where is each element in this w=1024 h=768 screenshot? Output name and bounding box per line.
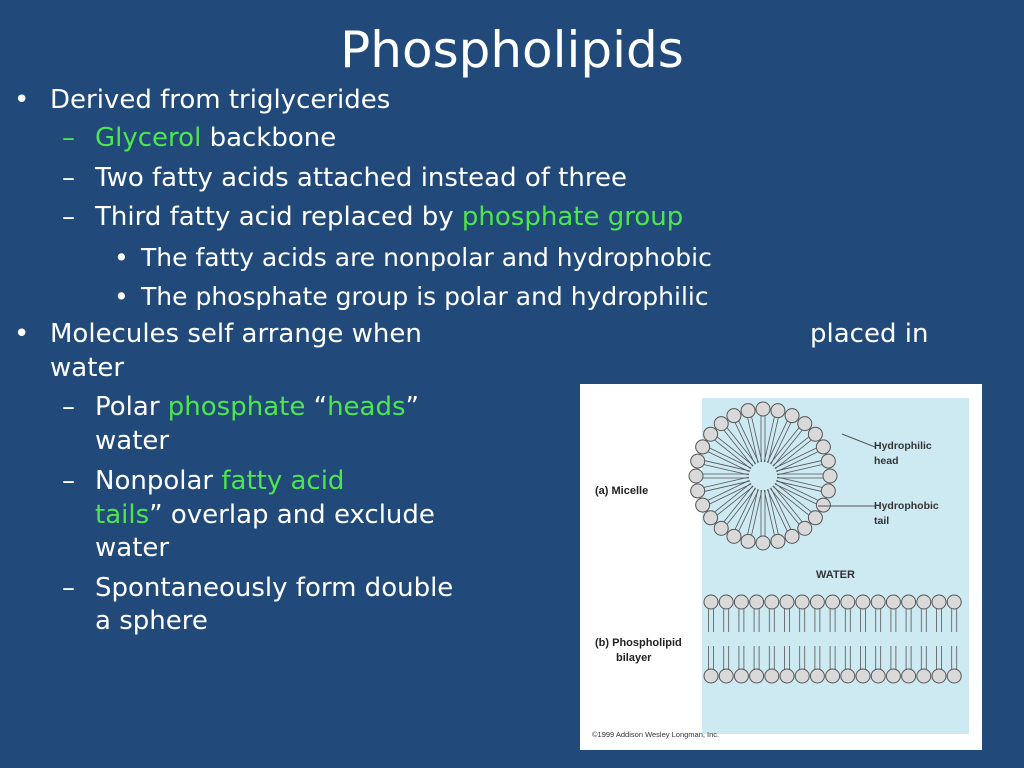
bilayer-head (886, 595, 900, 609)
sub-bullet-glycerol (95, 122, 336, 155)
bilayer-head (750, 669, 764, 683)
micelle-head (727, 529, 741, 543)
label-hydrophilic-head: head (874, 455, 899, 467)
highlight-fatty-acid: fatty acid (221, 466, 345, 496)
highlight-glycerol: Glycerol (95, 123, 202, 153)
sub-bullet-nonpolar-tails-line2 (95, 499, 435, 532)
bullet-marker: • (14, 319, 30, 349)
bullet-marker: • (114, 282, 129, 311)
text-open-quote: “ (305, 392, 328, 422)
bilayer-head (826, 669, 840, 683)
bilayer-head (734, 595, 748, 609)
micelle-head (808, 511, 822, 525)
phospholipid-diagram (580, 384, 982, 750)
micelle-head (785, 409, 799, 423)
micelle-head (771, 404, 785, 418)
micelle-head (798, 521, 812, 535)
text-overlap-exclude: ” overlap and exclude (149, 500, 435, 530)
dash-marker: – (62, 202, 75, 232)
bilayer-head (871, 669, 885, 683)
bilayer-head (841, 595, 855, 609)
sub-bullet-polar-heads (95, 391, 419, 424)
bilayer-head (704, 669, 718, 683)
dash-marker: – (62, 392, 75, 422)
bilayer-head (719, 669, 733, 683)
bilayer-head (719, 595, 733, 609)
bilayer-head (780, 669, 794, 683)
label-hydrophilic: Hydrophilic (874, 440, 932, 452)
micelle-head (689, 469, 703, 483)
micelle-head (741, 404, 755, 418)
sub-sub-bullet-polar: The phosphate group is polar and hydrophilic (141, 282, 709, 311)
micelle-head (816, 498, 830, 512)
micelle-head (727, 409, 741, 423)
micelle-head (696, 498, 710, 512)
bilayer-head (917, 669, 931, 683)
micelle-head (756, 402, 770, 416)
micelle-head (741, 534, 755, 548)
bullet-marker: • (14, 85, 30, 115)
micelle-head (823, 469, 837, 483)
bilayer-head (902, 595, 916, 609)
sub-bullet-third-fatty-acid (95, 201, 683, 234)
bilayer-head (810, 595, 824, 609)
text-third-fatty-acid: Third fatty acid replaced by (95, 202, 462, 232)
text-polar: Polar (95, 392, 168, 422)
bilayer-head (810, 669, 824, 683)
label-hydrophobic-tail: tail (874, 515, 890, 527)
bilayer-head (932, 669, 946, 683)
bullet-self-arrange-part2: placed in (810, 319, 929, 349)
micelle-head (785, 529, 799, 543)
bilayer-head (795, 595, 809, 609)
sub-bullet-spontaneously-line2: a sphere (95, 606, 208, 636)
bullet-self-arrange-part1: Molecules self arrange when (50, 319, 422, 349)
highlight-phosphate-group: phosphate group (461, 202, 684, 232)
micelle-head (756, 536, 770, 550)
bilayer-head (902, 669, 916, 683)
bilayer-head (765, 669, 779, 683)
bilayer-head (856, 669, 870, 683)
sub-bullet-spontaneously: Spontaneously form double (95, 573, 454, 603)
micelle-head (704, 511, 718, 525)
bilayer-head (947, 669, 961, 683)
label-water: WATER (816, 569, 855, 581)
copyright-text: ©1999 Addison Wesley Longman, Inc. (592, 730, 720, 739)
micelle-head (771, 534, 785, 548)
dash-marker: – (62, 163, 75, 193)
sub-bullet-two-fatty-acids: Two fatty acids attached instead of three (95, 163, 627, 193)
micelle-head (691, 484, 705, 498)
bilayer-head (704, 595, 718, 609)
sub-bullet-nonpolar-tails-line3: water (95, 533, 170, 563)
sub-sub-bullet-nonpolar: The fatty acids are nonpolar and hydrophobic (141, 243, 712, 272)
bullet-marker: • (114, 243, 129, 272)
text-nonpolar: Nonpolar (95, 466, 222, 496)
bilayer-head (750, 595, 764, 609)
dash-marker: – (62, 123, 75, 153)
bilayer-head (765, 595, 779, 609)
micelle-head (714, 521, 728, 535)
highlight-phosphate: phosphate (167, 392, 306, 422)
label-hydrophobic: Hydrophobic (874, 500, 939, 512)
highlight-heads: heads (327, 392, 406, 422)
micelle-head (714, 417, 728, 431)
micelle-head (798, 417, 812, 431)
micelle-head (816, 440, 830, 454)
phospholipid-figure (580, 384, 982, 750)
bilayer-head (932, 595, 946, 609)
bilayer-head (856, 595, 870, 609)
highlight-tails: tails (95, 500, 150, 530)
dash-marker: – (62, 573, 75, 603)
text-backbone: backbone (201, 123, 337, 153)
label-bilayer: (b) Phospholipid (595, 637, 682, 649)
bullet-self-arrange-line2: water (50, 353, 125, 383)
dash-marker: – (62, 466, 75, 496)
sub-bullet-polar-heads-line2: water (95, 426, 170, 456)
micelle-head (704, 427, 718, 441)
micelle-head (691, 454, 705, 468)
bilayer-head (886, 669, 900, 683)
micelle-head (821, 454, 835, 468)
micelle-head (808, 427, 822, 441)
sub-bullet-nonpolar-tails (95, 465, 344, 498)
bilayer-head (826, 595, 840, 609)
bilayer-head (871, 595, 885, 609)
micelle-head (696, 440, 710, 454)
label-micelle: (a) Micelle (595, 485, 649, 497)
bilayer-head (795, 669, 809, 683)
text-close-quote: ” (405, 392, 420, 422)
label-bilayer-2: bilayer (616, 652, 652, 664)
micelle-head (821, 484, 835, 498)
bilayer-head (917, 595, 931, 609)
bilayer-head (841, 669, 855, 683)
bullet-derived-from: Derived from triglycerides (50, 85, 391, 115)
page-title: Phospholipids (340, 21, 684, 79)
bilayer-head (947, 595, 961, 609)
bilayer-head (734, 669, 748, 683)
bilayer-head (780, 595, 794, 609)
